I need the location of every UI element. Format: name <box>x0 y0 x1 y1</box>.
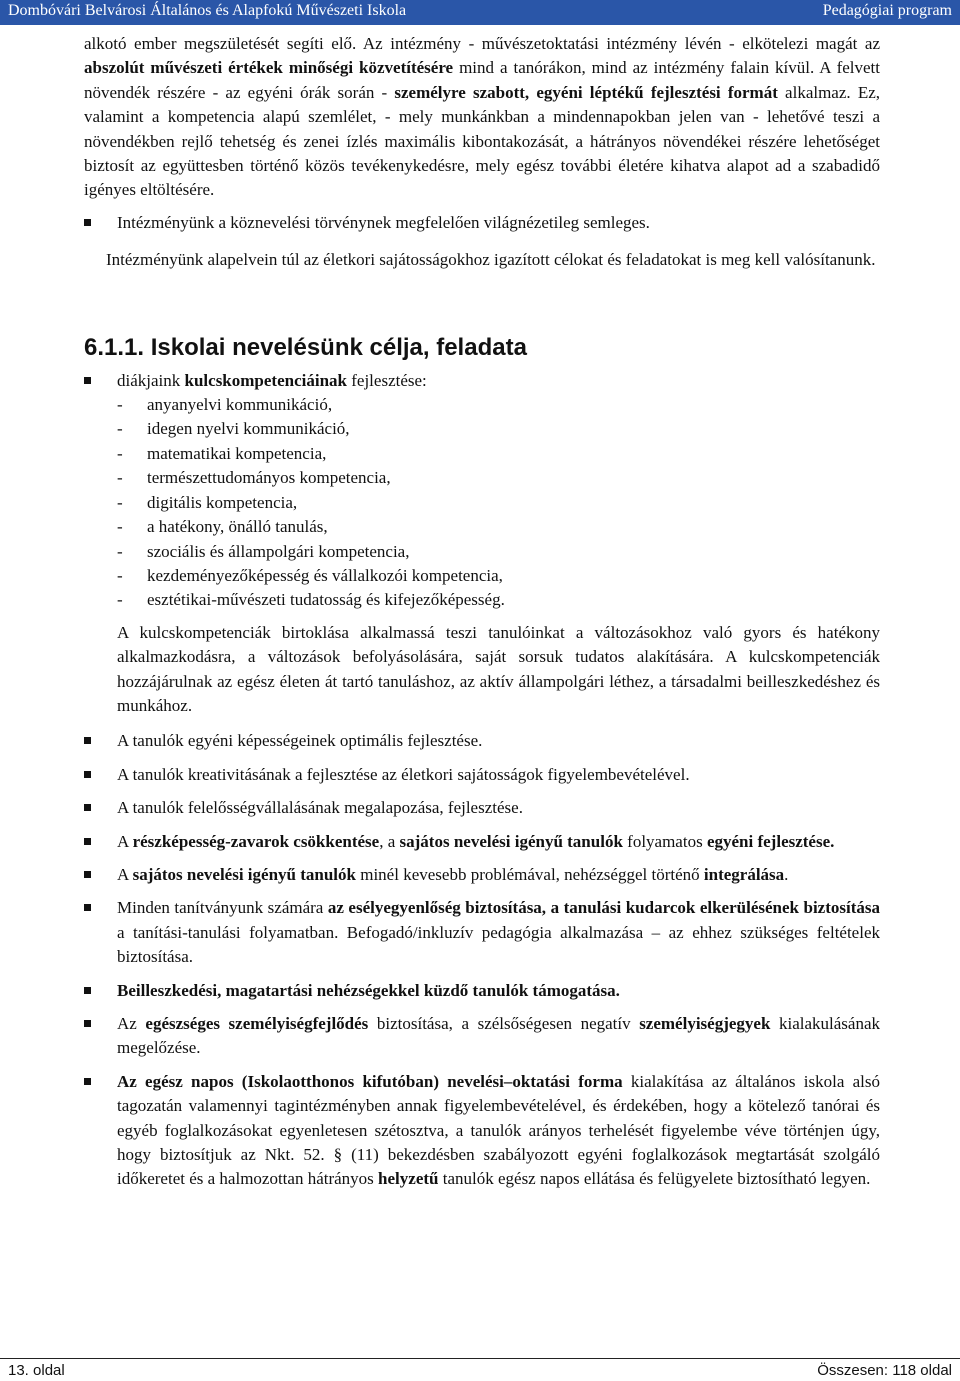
page-header <box>0 0 960 25</box>
bullet-icon <box>84 377 91 384</box>
competence-lead: diákjaink kulcskompetenciáinak fejlesztése: <box>84 369 880 393</box>
bullet-icon <box>84 219 91 226</box>
page-number: 13. oldal <box>8 1362 65 1379</box>
bullet-icon <box>84 1020 91 1027</box>
page-footer <box>0 1358 960 1381</box>
page-total: Összesen: 118 oldal <box>817 1362 952 1379</box>
list-item: Minden tanítványunk számára az esélyegyenlőség biztosítása, a tanulási kudarcok elkerülésének biztosítása a tanítási-tanulási folyamatban. Befogadó/inkluzív pedagógia alkalmazása – az ehhez szükséges feltételek biztosítása. <box>84 896 880 969</box>
competence-list <box>84 393 880 613</box>
list-item: - szociális és állampolgári kompetencia, <box>117 541 410 561</box>
list-item: - esztétikai-művészeti tudatosság és kifejezőképesség. <box>117 590 505 610</box>
section-heading: 6.1.1. Iskolai nevelésünk célja, feladata <box>84 333 527 361</box>
bullet-icon <box>84 737 91 744</box>
list-item: A tanulók felelősségvállalásának megalapozása, fejlesztése. <box>84 796 880 820</box>
school-name: Dombóvári Belvárosi Általános és Alapfokú Művészeti Iskola <box>8 2 407 19</box>
intro-paragraph: alkotó ember megszületését segíti elő. Az intézmény - művészetoktatási intézmény lévén - elkötelezi magát az abszolút művészeti értékek minőségi közvetítésére mind a tanórákon, mind az intézmény falain kívül. A felvett növendék részére - az egyéni órák során - személyre szabott, egyéni léptékű fejlesztési formát alkalmaz. Ez, valamint a kompetencia alapú szemlélet, - mely munkánkban a mindennapokban jelen van - lehetővé teszi a növendékben rejlő tehetség és zenei ízlés maximális kibontakozását, a hátrányos növendékei részére lehetőséget biztosít az együttesben történő közös tevékenykedésre, mely egész további életére kihatva alapot ad a szabadidő igényes eltöltésére. <box>84 34 881 200</box>
list-item: A tanulók kreativitásának a fejlesztése az életkori sajátosságok figyelembevételével. <box>84 763 880 787</box>
list-item: - kezdeményezőképesség és vállalkozói kompetencia, <box>117 565 503 585</box>
page-content <box>84 32 880 1201</box>
bullet-icon <box>84 804 91 811</box>
list-item: A tanulók egyéni képességeinek optimális fejlesztése. <box>84 729 880 753</box>
competence-paragraph: A kulcskompetenciák birtoklása alkalmassá teszi tanulóinkat a változásokhoz való gyors és hatékony alkalmazkodásra, a változások befolyásolására, saját sorsuk tudatos alakítására. A kulcskompetenciák hozzájárulnak az egész életen át tartó tanuláshoz, az aktív állampolgári léthez, a társadalmi beilleszkedéshez és munkához. <box>117 622 880 715</box>
list-item: - természettudományos kompetencia, <box>117 468 391 488</box>
list-item: - digitális kompetencia, <box>117 492 298 512</box>
list-item: Intézményünk a köznevelési törvénynek megfelelően világnézetileg semleges. <box>84 211 880 235</box>
list-item: Az egészséges személyiségfejlődés biztosítása, a szélsőségesen negatív személyiségjegyek kialakulásának megelőzése. <box>84 1012 880 1061</box>
list-item: A sajátos nevelési igényű tanulók minél kevesebb problémával, nehézséggel történő integrálása. <box>84 863 880 887</box>
bullet-icon <box>84 1078 91 1085</box>
list-item: Az egész napos (Iskolaotthonos kifutóban) nevelési–oktatási forma kialakítása az általános iskola alsó tagozatán valamennyi tagintézményben annak figyelembevételével, és érdekében, hogy a kötelező tanórai és egyéb foglalkozásokat egyenletesen szétosztva, a tanulók arányos terhelését figyelembe véve történjen úgy, hogy biztosítjuk az Nkt. 52. § (11) bekezdésben szabályozott egyéni foglalkozások megtartását szolgáló időkeretet és a halmozottan hátrányos helyzetű tanulók egész napos ellátása és felügyelete biztosítható legyen. <box>84 1070 880 1192</box>
bullet-icon <box>84 987 91 994</box>
bullet-icon <box>84 771 91 778</box>
list-item: - a hatékony, önálló tanulás, <box>117 517 328 537</box>
list-item: - anyanyelvi kommunikáció, <box>117 395 333 415</box>
list-item: - matematikai kompetencia, <box>117 443 327 463</box>
bullet-icon <box>84 838 91 845</box>
list-item: Beilleszkedési, magatartási nehézségekkel küzdő tanulók támogatása. <box>84 979 880 1003</box>
list-item: - idegen nyelvi kommunikáció, <box>117 419 350 439</box>
intro-paragraph-2: Intézményünk alapelvein túl az életkori sajátosságokhoz igazított célokat és feladatokat is meg kell valósítanunk. <box>106 250 876 270</box>
document-title: Pedagógiai program <box>822 2 952 19</box>
list-item: A részképesség-zavarok csökkentése, a sajátos nevelési igényű tanulók folyamatos egyéni fejlesztése. <box>84 830 880 854</box>
bullet-icon <box>84 871 91 878</box>
bullet-icon <box>84 904 91 911</box>
